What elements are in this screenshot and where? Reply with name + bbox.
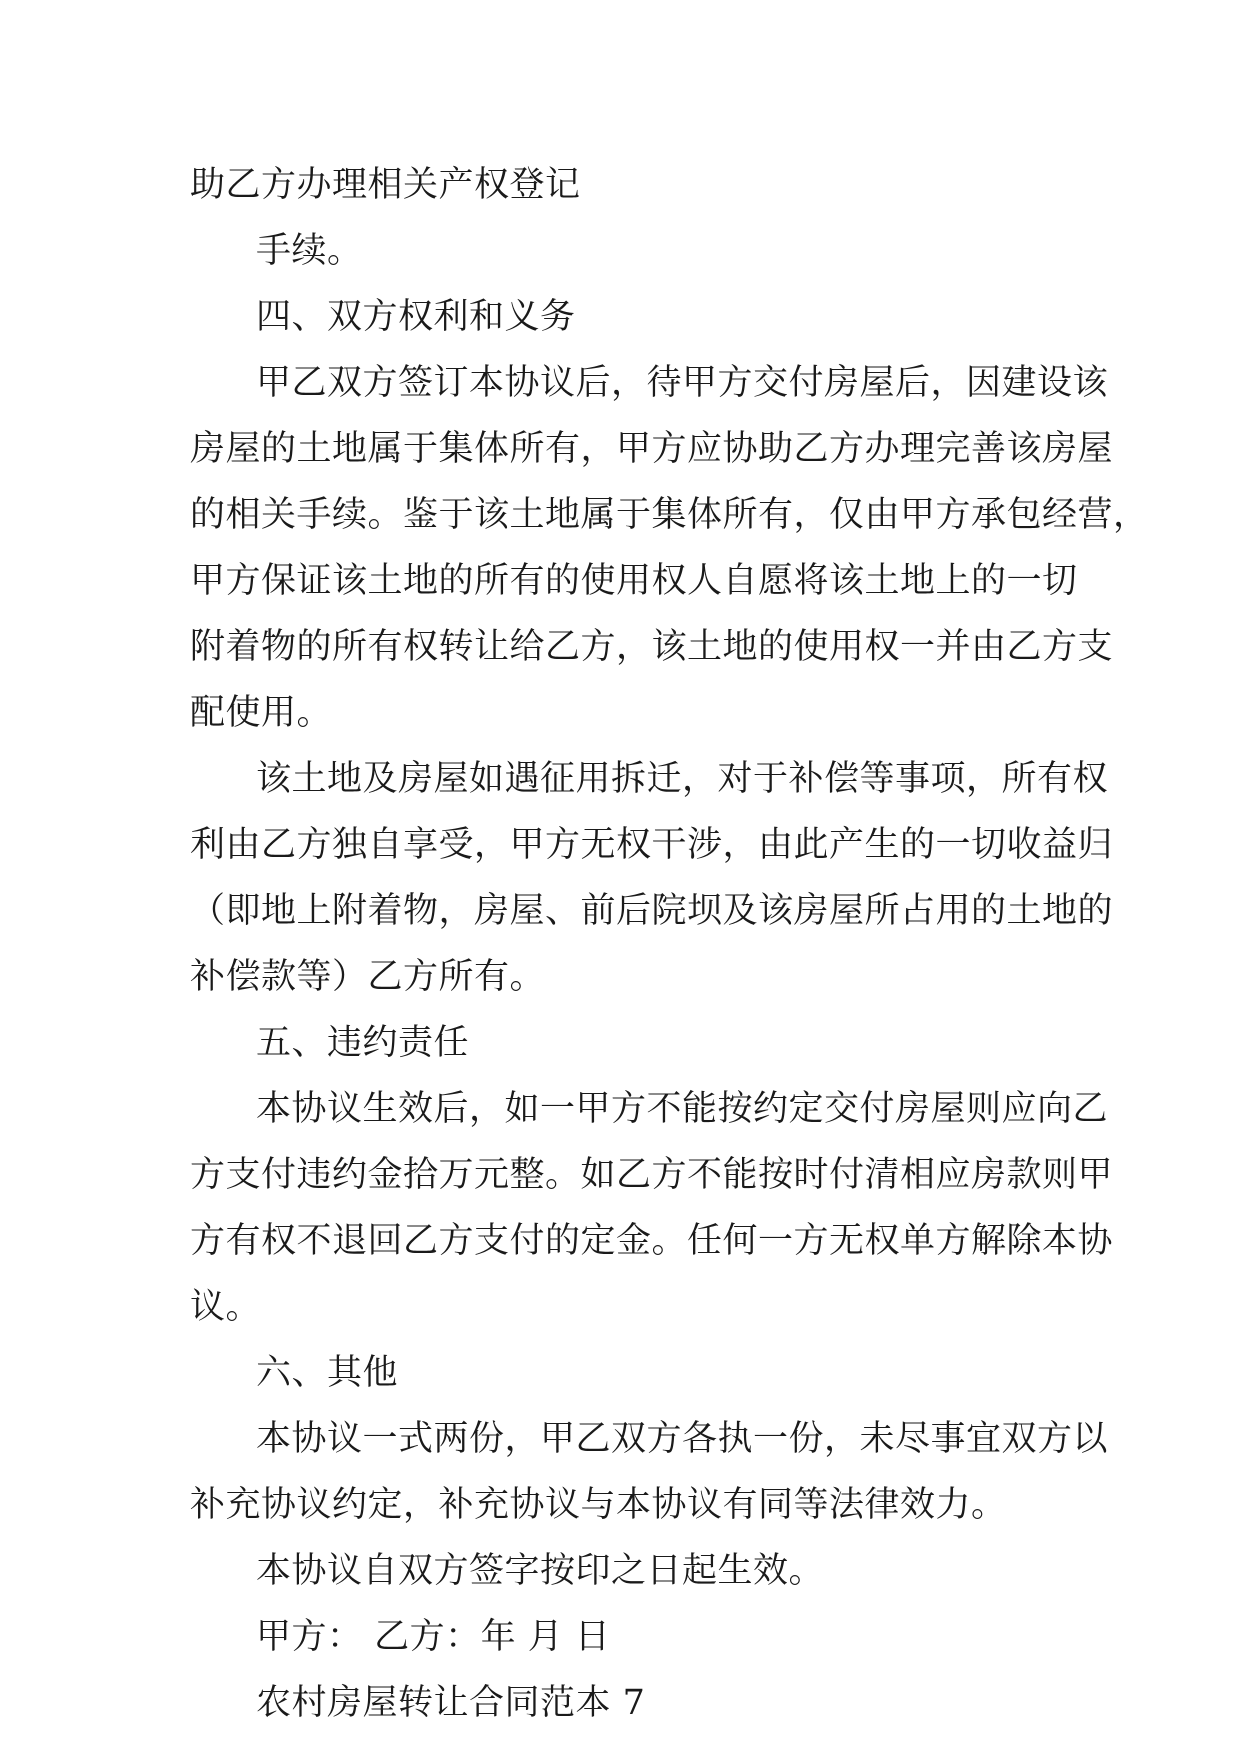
body-line: 本协议一式两份，甲乙双方各执一份，未尽事宜双方以 [256,1419,1109,1459]
body-line: 手续。 [256,231,363,271]
body-line: 方支付违约金拾万元整。如乙方不能按时付清相应房款则甲 [190,1155,1114,1195]
body-line: 附着物的所有权转让给乙方，该土地的使用权一并由乙方支 [190,627,1114,667]
body-line: 议。 [190,1287,262,1327]
section-heading: 五、违约责任 [256,1023,470,1063]
body-line: 补偿款等）乙方所有。 [190,957,546,997]
section-heading: 六、其他 [256,1353,399,1393]
body-line: 补充协议约定，补充协议与本协议有同等法律效力。 [190,1485,1007,1525]
body-line: 本协议生效后，如一甲方不能按约定交付房屋则应向乙 [256,1089,1109,1129]
body-line: 方有权不退回乙方支付的定金。任何一方无权单方解除本协 [190,1221,1114,1261]
body-line: 甲乙双方签订本协议后，待甲方交付房屋后，因建设该 [256,363,1109,403]
body-line: （即地上附着物，房屋、前后院坝及该房屋所占用的土地的 [190,891,1114,931]
section-heading: 四、双方权利和义务 [256,297,576,337]
body-line: 本协议自双方签字按印之日起生效。 [256,1551,825,1591]
body-line: 的相关手续。鉴于该土地属于集体所有，仅由甲方承包经营， [190,495,1149,535]
body-line: 助乙方办理相关产权登记 [190,165,581,205]
signature-line: 甲方： 乙方：年 月 日 [256,1617,611,1657]
body-line: 房屋的土地属于集体所有，甲方应协助乙方办理完善该房屋 [190,429,1114,469]
body-line: 利由乙方独自享受，甲方无权干涉，由此产生的一切收益归 [190,825,1114,865]
body-line: 甲方保证该土地的所有的使用权人自愿将该土地上的一切 [190,561,1078,601]
body-line: 该土地及房屋如遇征用拆迁，对于补偿等事项，所有权 [256,759,1109,799]
document-page [190,152,1149,1736]
body-line: 配使用。 [190,693,333,733]
document-title: 农村房屋转让合同范本 7 [256,1683,646,1723]
